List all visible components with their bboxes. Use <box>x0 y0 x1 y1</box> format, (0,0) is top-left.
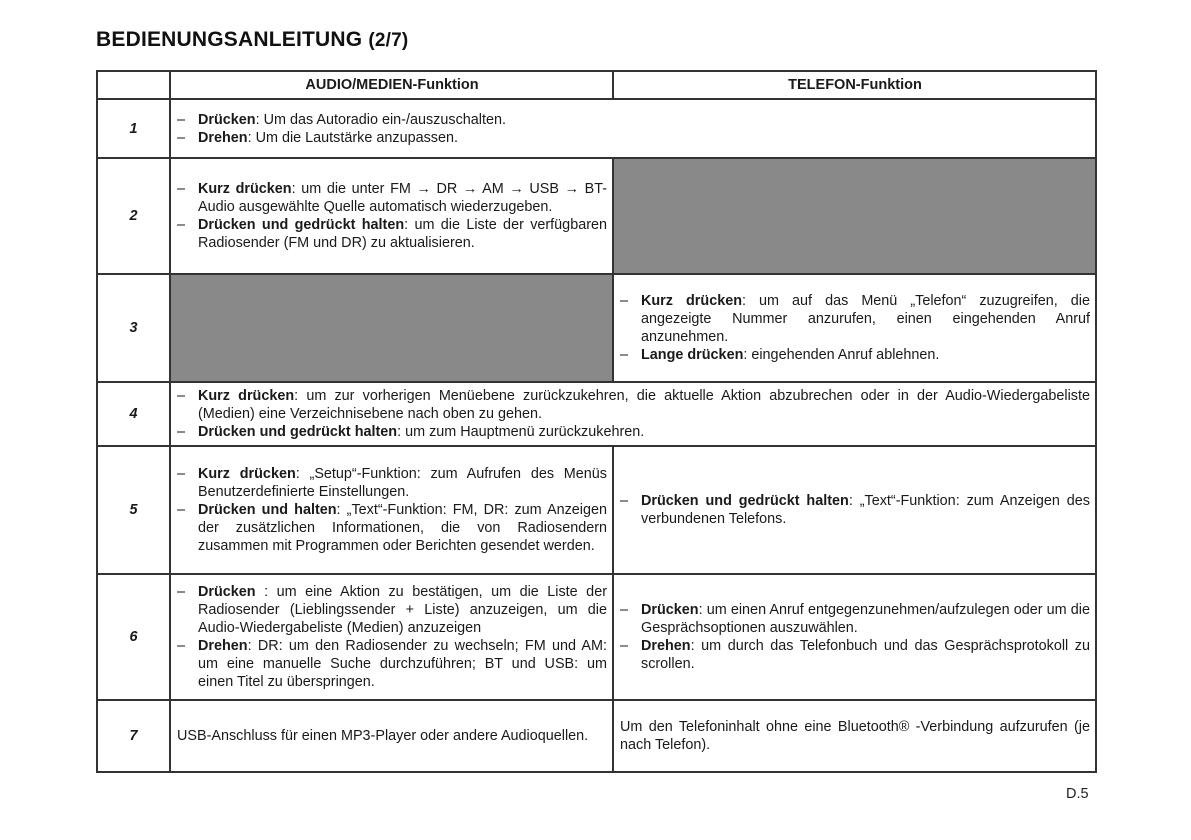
cell-audio <box>170 574 613 700</box>
item-text: : um die Liste der verfügbaren Radiosender (FM und DR) zu aktualisieren. <box>198 217 607 251</box>
table-row <box>97 158 1096 274</box>
list-item <box>177 180 607 216</box>
row-number: 1 <box>97 99 170 158</box>
cell-telefon <box>613 574 1096 700</box>
list-item <box>620 492 1090 528</box>
item-text: : Um das Autoradio ein-/auszuschalten. <box>255 111 506 128</box>
cell-audio <box>170 158 613 274</box>
header-audio: AUDIO/MEDIEN-Funktion <box>170 71 613 99</box>
item-label: Drücken und gedrückt halten <box>198 217 405 233</box>
page-title-text: BEDIENUNGSANLEITUNG <box>96 28 363 51</box>
item-label: Drehen <box>198 129 248 146</box>
item-label: Lange drücken <box>641 347 744 363</box>
row-number: 5 <box>97 446 170 574</box>
list-item <box>177 583 607 637</box>
item-text: : um eine Aktion zu bestätigen, um die Liste der Radiosender (Lieblingssender + Liste) anzuzeigen, um die Audio-Wiedergabeliste (Medien) anzuzeigen <box>198 584 607 636</box>
item-label: Drücken und gedrückt halten <box>198 424 398 440</box>
list-item <box>620 292 1090 346</box>
cell-span <box>170 382 1096 446</box>
table-row <box>97 574 1096 700</box>
item-text: : um auf das Menü „Telefon“ zuzugreifen, die angezeigte Nummer anzurufen, einen eingehenden Anruf anzunehmen. <box>641 293 1090 345</box>
table-row <box>97 274 1096 382</box>
cell-audio-empty <box>170 274 613 382</box>
item-text: : um einen Anruf entgegenzunehmen/aufzulegen oder um die Gesprächsoptionen auszuwählen. <box>641 602 1090 636</box>
row-number: 2 <box>97 158 170 274</box>
page-title-suffix: (2/7) <box>368 30 409 51</box>
list-item <box>177 637 607 691</box>
item-label: Drücken und gedrückt halten <box>641 493 849 509</box>
list-item <box>620 637 1090 673</box>
row-number: 4 <box>97 382 170 446</box>
cell-telefon-empty <box>613 158 1096 274</box>
item-text: : um zum Hauptmenü zurückzukehren. <box>397 424 645 440</box>
cell-telefon <box>613 446 1096 574</box>
list-item <box>177 501 607 555</box>
row-number: 7 <box>97 700 170 772</box>
item-label: Drehen <box>198 638 248 654</box>
item-text: : „Text“-Funktion: FM, DR: zum Anzeigen der zusätzlichen Informationen, die von Radiosendern zusammen mit Programmen oder Berichten gesendet werden. <box>198 502 607 554</box>
item-label: Drücken <box>198 111 256 128</box>
controls-table <box>96 70 1097 773</box>
page-number: D.5 <box>1066 786 1089 802</box>
row-number: 3 <box>97 274 170 382</box>
list-item <box>620 346 1090 364</box>
list-item <box>620 601 1090 637</box>
item-text: : „Text“-Funktion: zum Anzeigen des verbundenen Telefons. <box>641 493 1090 527</box>
cell-audio <box>170 446 613 574</box>
list-item <box>177 387 1090 423</box>
item-label: Kurz drücken <box>198 466 296 482</box>
item-label: Kurz drücken <box>198 181 292 197</box>
item-label: Drücken <box>198 584 256 600</box>
item-label: Drehen <box>641 638 691 654</box>
list-item <box>177 465 607 501</box>
table-header-row <box>97 71 1096 99</box>
item-text: : DR: um den Radiosender zu wechseln; FM und AM: um eine manuelle Suche durchzuführen; BT und USB: um einen Titel zu überspringen. <box>198 638 607 690</box>
item-text: : um durch das Telefonbuch und das Gesprächsprotokoll zu scrollen. <box>641 638 1090 672</box>
item-text: : Um die Lautstärke anzupassen. <box>247 129 458 146</box>
item-label: Kurz drücken <box>198 388 295 404</box>
item-label: Kurz drücken <box>641 293 742 309</box>
item-label: Drücken <box>641 602 699 618</box>
cell-telefon <box>613 274 1096 382</box>
header-telefon: TELEFON-Funktion <box>613 71 1096 99</box>
header-number <box>97 71 170 99</box>
cell-telefon: Um den Telefoninhalt ohne eine Bluetooth® -Verbindung aufzurufen (je nach Telefon). <box>613 700 1096 772</box>
cell-audio: USB-Anschluss für einen MP3-Player oder andere Audioquellen. <box>170 700 613 772</box>
list-item <box>177 129 1090 147</box>
row-number: 6 <box>97 574 170 700</box>
list-item <box>177 216 607 252</box>
table-row <box>97 382 1096 446</box>
item-label: Drücken und halten <box>198 502 337 518</box>
item-text: : um zur vorherigen Menüebene zurückzukehren, die aktuelle Aktion abzubrechen oder in der Audio-Wiedergabeliste (Medien) eine Verzeichnisebene nach oben zu gehen. <box>198 388 1090 422</box>
table-row <box>97 700 1096 772</box>
cell-span <box>170 99 1096 158</box>
item-text: : „Setup“-Funktion: zum Aufrufen des Menüs Benutzerdefinierte Einstellungen. <box>198 466 607 500</box>
table-row <box>97 99 1096 158</box>
list-item <box>177 423 1090 441</box>
page-title <box>96 28 408 52</box>
item-text: : um die unter FM → DR → AM → USB → BT-Audio ausgewählte Quelle automatisch wiederzugeben. <box>198 181 607 215</box>
list-item <box>177 111 1090 129</box>
item-text: : eingehenden Anruf ablehnen. <box>743 347 940 363</box>
table-row <box>97 446 1096 574</box>
